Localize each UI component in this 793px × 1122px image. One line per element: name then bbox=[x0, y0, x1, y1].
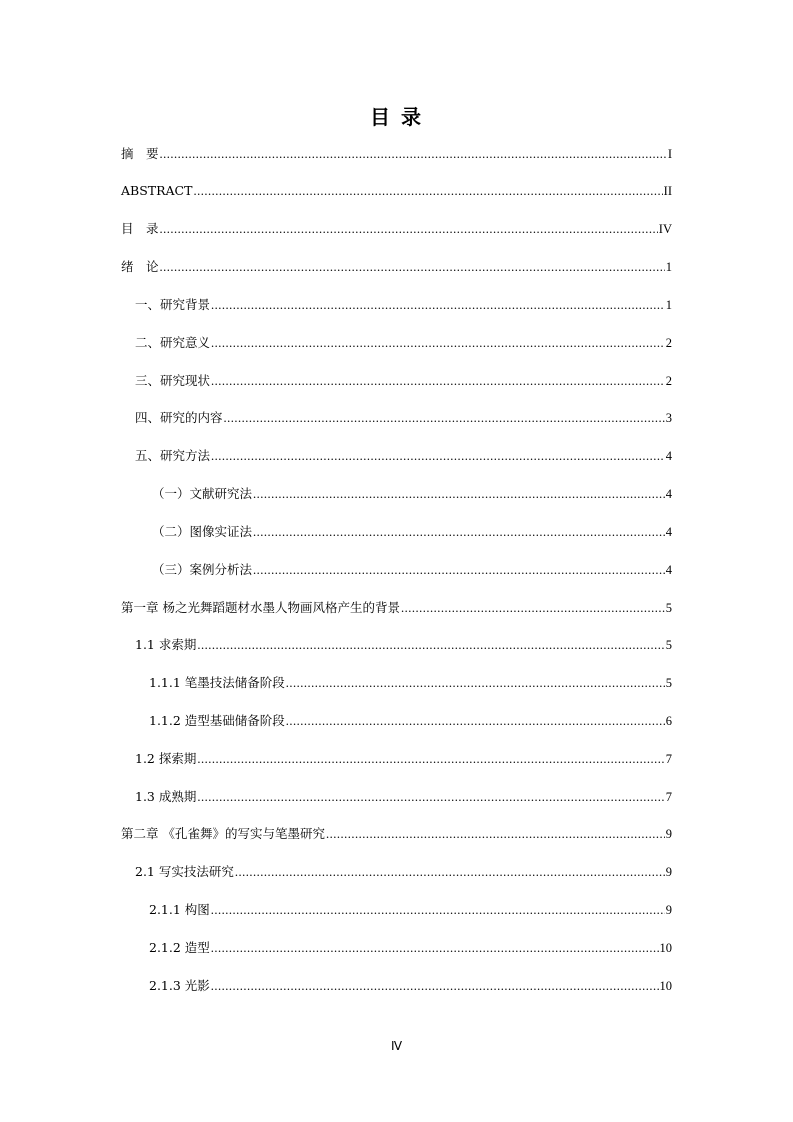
toc-entry-title: 一、研究背景 bbox=[135, 297, 211, 312]
toc-entry[interactable] bbox=[121, 598, 672, 618]
toc-entry-title: 1.1.2 造型基础储备阶段 bbox=[149, 713, 285, 728]
toc-entry-title: 绪 论 bbox=[121, 259, 159, 274]
toc-entry-page: 3 bbox=[665, 411, 672, 425]
toc-entry-page: 1 bbox=[665, 298, 672, 312]
toc-entry-title: 2.1.3 光影 bbox=[149, 978, 210, 993]
toc-entry-title: 摘 要 bbox=[121, 146, 159, 161]
toc-entry[interactable] bbox=[149, 711, 672, 731]
toc-dot-leader bbox=[401, 598, 665, 618]
toc-entry-page: 10 bbox=[659, 941, 672, 955]
toc-entry[interactable] bbox=[135, 371, 672, 391]
toc-entry-page: 9 bbox=[665, 865, 672, 879]
toc-dot-leader bbox=[211, 446, 665, 466]
toc-entry-title: 三、研究现状 bbox=[135, 373, 211, 388]
toc-dot-leader bbox=[211, 371, 665, 391]
toc-dot-leader bbox=[160, 144, 667, 164]
toc-dot-leader bbox=[224, 408, 665, 428]
toc-entry[interactable] bbox=[149, 900, 672, 920]
toc-entry[interactable] bbox=[135, 635, 672, 655]
toc-entry[interactable] bbox=[135, 862, 672, 882]
toc-entry-page: 1 bbox=[665, 260, 672, 274]
toc-entry-page: 5 bbox=[665, 676, 672, 690]
toc-dot-leader bbox=[253, 522, 665, 542]
toc-entry-page: 4 bbox=[665, 563, 672, 577]
toc-entry-page: 7 bbox=[665, 752, 672, 766]
toc-entry[interactable] bbox=[121, 219, 672, 239]
toc-entry-title: ABSTRACT bbox=[121, 183, 193, 198]
toc-dot-leader bbox=[197, 749, 664, 769]
toc-entry-title: 1.1.1 笔墨技法储备阶段 bbox=[149, 675, 285, 690]
toc-entry-title: （一）文献研究法 bbox=[152, 486, 253, 501]
toc-dot-leader bbox=[160, 219, 658, 239]
toc-entry[interactable] bbox=[135, 446, 672, 466]
toc-entry-page: IV bbox=[658, 222, 672, 236]
toc-entry-page: 9 bbox=[665, 827, 672, 841]
toc-entry-page: 2 bbox=[665, 374, 672, 388]
toc-dot-leader bbox=[286, 711, 665, 731]
toc-entry-page: 9 bbox=[665, 903, 672, 917]
toc-entry[interactable] bbox=[149, 976, 672, 996]
toc-entry-page: II bbox=[663, 184, 672, 198]
toc-dot-leader bbox=[197, 787, 664, 807]
toc-dot-leader bbox=[253, 560, 665, 580]
toc-dot-leader bbox=[286, 673, 665, 693]
toc-entry-page: I bbox=[667, 147, 672, 161]
page-title: 目 录 bbox=[370, 105, 423, 129]
toc-entry[interactable] bbox=[149, 673, 672, 693]
toc-entry[interactable] bbox=[135, 408, 672, 428]
toc-entry-title: 2.1.1 构图 bbox=[149, 902, 210, 917]
toc-dot-leader bbox=[211, 333, 665, 353]
toc-entry[interactable] bbox=[152, 560, 672, 580]
toc-entry[interactable] bbox=[121, 824, 672, 844]
toc-entry-title: （二）图像实证法 bbox=[152, 524, 253, 539]
page-number-footer: Ⅳ bbox=[390, 1039, 403, 1053]
toc-entry-title: （三）案例分析法 bbox=[152, 562, 253, 577]
toc-entry[interactable] bbox=[121, 257, 672, 277]
toc-entry-title: 第二章 《孔雀舞》的写实与笔墨研究 bbox=[121, 826, 325, 841]
toc-entry-title: 1.1 求索期 bbox=[135, 637, 197, 652]
toc-entry[interactable] bbox=[152, 522, 672, 542]
toc-dot-leader bbox=[326, 824, 665, 844]
toc-entry-page: 4 bbox=[665, 487, 672, 501]
toc-dot-leader bbox=[253, 484, 665, 504]
toc-entry-page: 4 bbox=[665, 525, 672, 539]
toc-entry-page: 5 bbox=[665, 601, 672, 615]
toc-entry-title: 2.1 写实技法研究 bbox=[135, 864, 234, 879]
toc-dot-leader bbox=[197, 635, 664, 655]
toc-entry[interactable] bbox=[152, 484, 672, 504]
toc-entry[interactable] bbox=[149, 938, 672, 958]
toc-entry-page: 6 bbox=[665, 714, 672, 728]
toc-entry-title: 五、研究方法 bbox=[135, 448, 211, 463]
toc-dot-leader bbox=[160, 257, 665, 277]
toc-dot-leader bbox=[211, 900, 665, 920]
toc-dot-leader bbox=[211, 938, 659, 958]
toc-entry-title: 四、研究的内容 bbox=[135, 410, 223, 425]
toc-dot-leader bbox=[211, 295, 665, 315]
toc-entry[interactable] bbox=[135, 295, 672, 315]
toc-entry[interactable] bbox=[135, 749, 672, 769]
toc-entry-title: 二、研究意义 bbox=[135, 335, 211, 350]
toc-dot-leader bbox=[211, 976, 659, 996]
toc-entry-page: 7 bbox=[665, 790, 672, 804]
toc-entry-title: 第一章 杨之光舞蹈题材水墨人物画风格产生的背景 bbox=[121, 600, 400, 615]
toc-entry-title: 1.3 成熟期 bbox=[135, 789, 197, 804]
toc-entry-page: 2 bbox=[665, 336, 672, 350]
toc-entry-page: 10 bbox=[659, 979, 672, 993]
toc-dot-leader bbox=[193, 181, 662, 201]
toc-entry-page: 4 bbox=[665, 449, 672, 463]
toc-entry-title: 目 录 bbox=[121, 221, 159, 236]
toc-entry[interactable] bbox=[121, 181, 672, 201]
toc-dot-leader bbox=[235, 862, 665, 882]
toc-entry-title: 1.2 探索期 bbox=[135, 751, 197, 766]
toc-entry[interactable] bbox=[121, 144, 672, 164]
toc-entry-title: 2.1.2 造型 bbox=[149, 940, 210, 955]
toc-entry[interactable] bbox=[135, 787, 672, 807]
toc-entry[interactable] bbox=[135, 333, 672, 353]
toc-entry-page: 5 bbox=[665, 638, 672, 652]
